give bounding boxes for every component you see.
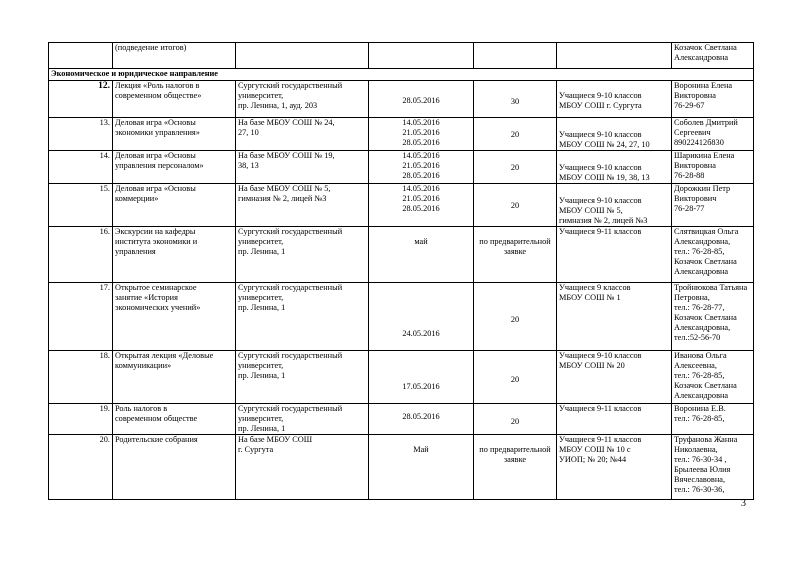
cell-contact [672,404,754,435]
place-line: На базе МБОУ СОШ [238,435,313,444]
cell-event-name [113,283,236,351]
cell-place [236,43,369,69]
table-row [49,404,754,435]
contact-line: Воронина Е.В. [674,404,726,413]
contact-line: Козачок Светлана [674,313,737,322]
cell-event-name [113,435,236,500]
contact-line: тел.: 76-28-85, [674,247,725,256]
contact-line: Вячеславовна, [674,475,726,484]
place-line: университет, [238,237,284,246]
participants-line: МБОУ СОШ № 10 с [559,445,631,454]
contact-line: тел.: 76-30-34 , [674,455,727,464]
contact-line: Козачок Светлана [674,257,737,266]
table-row [49,43,754,69]
contact-line: Воронина Елена [674,81,733,90]
cell-place [236,351,369,404]
section-title: Экономическое и юридическое направление [49,69,754,81]
cell-date [369,283,474,351]
place-line: пр. Ленина, 1, ауд. 203 [238,101,318,110]
cell-num: 14. [49,151,113,184]
table-row [49,184,754,227]
cell-count: по предварительной заявке [474,227,557,283]
event-name-line: Деловая игра «Основы [115,118,196,127]
participants-line: Учащиеся 9-10 классов [559,196,642,205]
cell-num: 19. [49,404,113,435]
participants-line: Учащиеся 9-11 классов [559,404,642,413]
cell-count [474,43,557,69]
place-line: Сургутский государственный [238,404,343,413]
place-line: 38, 13 [238,161,259,170]
cell-num: 13. [49,118,113,151]
cell-participants [557,351,672,404]
contact-line: Викторовна [674,91,716,100]
cell-event-name [113,151,236,184]
cell-event-name [113,404,236,435]
contact-line: Шарикина Елена [674,151,735,160]
cell-contact [672,283,754,351]
place-line: Сургутский государственный [238,351,343,360]
table-row [49,81,754,118]
date-line: 17.05.2016 [402,382,440,391]
contact-line: Брылеева Юлия [674,465,731,474]
cell-contact [672,43,754,69]
participants-line: МБОУ СОШ № 24, 27, 10 [559,140,650,149]
contact-line: тел.: 76-30-36, [674,485,725,494]
contact-line: Иванова Ольга [674,351,727,360]
cell-place [236,184,369,227]
date-line: 21.05.2016 [402,194,440,203]
cell-contact [672,227,754,283]
cell-date [369,404,474,435]
cell-count: 20 [474,151,557,184]
contact-line: Александровна [674,53,729,62]
section-row [49,69,754,81]
date-line: 14.05.2016 [402,118,440,127]
cell-event-name [113,118,236,151]
table-row [49,118,754,151]
event-name-line: коммуникации» [115,361,172,370]
cell-participants [557,184,672,227]
cell-place [236,151,369,184]
date-line: 28.05.2016 [402,412,440,421]
contact-line: Александровна, [674,237,731,246]
cell-contact [672,151,754,184]
contact-line: Труфанова Жанна [674,435,738,444]
event-name-line: современном обществе [115,414,198,423]
cell-date [369,151,474,184]
place-line: пр. Ленина, 1 [238,303,286,312]
contact-line: Козачок Светлана [674,381,737,390]
event-name-line: Роль налогов в [115,404,168,413]
cell-place [236,435,369,500]
cell-event-name [113,351,236,404]
event-name-line: современном обществе» [115,91,202,100]
cell-event-name [113,184,236,227]
contact-line: Александровна, [674,323,731,332]
event-name-line: управления [115,247,156,256]
cell-contact [672,184,754,227]
participants-line: МБОУ СОШ № 5, [559,206,623,215]
date-line: 28.05.2016 [402,138,440,147]
cell-num: 20. [49,435,113,500]
date-line: 28.05.2016 [402,204,440,213]
participants-line: УИОП; № 20; №44 [559,455,627,464]
cell-event-name: (подведение итогов) [113,43,236,69]
contact-line: Слятвицкая Ольга [674,227,739,236]
cell-participants [557,435,672,500]
cell-num: 16. [49,227,113,283]
cell-contact [672,435,754,500]
date-line: май [414,237,428,246]
cell-date [369,227,474,283]
cell-place [236,227,369,283]
cell-num [49,43,113,69]
cell-count: 20 [474,351,557,404]
cell-count: по предварительной заявке [474,435,557,500]
date-line: 14.05.2016 [402,184,440,193]
event-name-line: экономики управления» [115,128,200,137]
cell-place [236,404,369,435]
date-line: 21.05.2016 [402,161,440,170]
contact-line: Соболев Дмитрий [674,118,738,127]
cell-event-name [113,81,236,118]
place-line: 27, 10 [238,128,259,137]
participants-line: Учащиеся 9-10 классов [559,351,642,360]
participants-line: Учащиеся 9-10 классов [559,163,642,172]
date-line: 24.05.2016 [402,329,440,338]
event-name-line: управления персоналом» [115,161,204,170]
participants-line: МБОУ СОШ № 1 [559,293,621,302]
contact-line: Козачок Светлана [674,43,737,52]
contact-line: Николаевна, [674,445,718,454]
contact-line: Викторовна [674,161,716,170]
date-line: 28.05.2016 [402,96,440,105]
place-line: Сургутский государственный [238,283,343,292]
contact-line: Викторович [674,194,717,203]
date-line: Май [413,445,429,454]
cell-place [236,283,369,351]
contact-line: Алексеевна, [674,361,717,370]
cell-place [236,81,369,118]
contact-line: 76-28-77 [674,204,705,213]
cell-participants [557,118,672,151]
cell-event-name [113,227,236,283]
event-name-line: Лекция «Роль налогов в [115,81,200,90]
place-line: гимназия № 2, лицей №3 [238,194,327,203]
cell-count: 20 [474,184,557,227]
date-line: 28.05.2016 [402,171,440,180]
place-line: университет, [238,414,284,423]
place-line: На базе МБОУ СОШ № 19, [238,151,335,160]
cell-date [369,184,474,227]
participants-line: МБОУ СОШ № 19, 38, 13 [559,173,650,182]
place-line: пр. Ленина, 1 [238,424,286,433]
cell-count: 20 [474,118,557,151]
contact-line: 76-29-67 [674,101,705,110]
place-line: Сургутский государственный [238,81,343,90]
cell-count: 20 [474,283,557,351]
cell-date [369,118,474,151]
place-line: Сургутский государственный [238,227,343,236]
participants-line: Учащиеся 9-10 классов [559,91,642,100]
cell-date [369,43,474,69]
contact-line: тел.: 76-28-77, [674,303,725,312]
participants-line: Учащиеся 9-11 классов [559,435,642,444]
table-row [49,351,754,404]
cell-num: 12. [49,81,113,118]
contact-line: Александровна [674,267,729,276]
cell-date [369,435,474,500]
cell-participants [557,43,672,69]
cell-count: 30 [474,81,557,118]
contact-line: Тройнюкова Татьяна [674,283,748,292]
contact-line: тел.: 76-28-85, [674,371,725,380]
cell-num: 15. [49,184,113,227]
contact-line: тел.:52-56-70 [674,333,721,342]
cell-count: 20 [474,404,557,435]
participants-line: МБОУ СОШ г. Сургута [559,101,642,110]
event-name-line: экономических учений» [115,303,201,312]
participants-line: МБОУ СОШ № 20 [559,361,625,370]
table-row [49,283,754,351]
table-row [49,151,754,184]
cell-contact [672,118,754,151]
participants-line: Учащиеся 9-10 классов [559,130,642,139]
contact-line: Сергеевич [674,128,711,137]
contact-line: 76-28-88 [674,171,705,180]
participants-line: Учащиеся 9 классов [559,283,631,292]
cell-contact [672,351,754,404]
cell-participants [557,283,672,351]
cell-place [236,118,369,151]
event-name-line: занятие «История [115,293,178,302]
place-line: университет, [238,293,284,302]
place-line: На базе МБОУ СОШ № 5, [238,184,331,193]
table-row [49,227,754,283]
date-line: 14.05.2016 [402,151,440,160]
contact-line: Александровна [674,391,729,400]
schedule-table [48,42,754,500]
cell-participants [557,227,672,283]
contact-line: 89022412б830 [674,138,724,147]
event-name-line: института экономики и [115,237,198,246]
date-line: 21.05.2016 [402,128,440,137]
cell-participants [557,151,672,184]
place-line: университет, [238,91,284,100]
cell-num: 18. [49,351,113,404]
participants-line: Учащиеся 9-11 классов [559,227,642,236]
event-name-line: Открытая лекция «Деловые [115,351,214,360]
event-name-line: коммерции» [115,194,159,203]
event-name-line: Родительские собрания [115,435,198,444]
cell-participants [557,81,672,118]
cell-num: 17. [49,283,113,351]
place-line: пр. Ленина, 1 [238,371,286,380]
table-row [49,435,754,500]
page-number: 3 [741,498,746,509]
event-name-line: Деловая игра «Основы [115,184,196,193]
event-name-line: Открытое семинарское [115,283,197,292]
place-line: университет, [238,361,284,370]
place-line: г. Сургута [238,445,274,454]
cell-date [369,81,474,118]
contact-line: Петровна, [674,293,710,302]
place-line: На базе МБОУ СОШ № 24, [238,118,335,127]
contact-line: Дорожкин Петр [674,184,731,193]
event-name-line: Экскурсии на кафедры [115,227,196,236]
cell-contact [672,81,754,118]
cell-date [369,351,474,404]
cell-participants [557,404,672,435]
participants-line: гимназия № 2, лицей №3 [559,216,648,225]
event-name-line: Деловая игра «Основы [115,151,196,160]
contact-line: тел.: 76-28-85, [674,414,725,423]
place-line: пр. Ленина, 1 [238,247,286,256]
